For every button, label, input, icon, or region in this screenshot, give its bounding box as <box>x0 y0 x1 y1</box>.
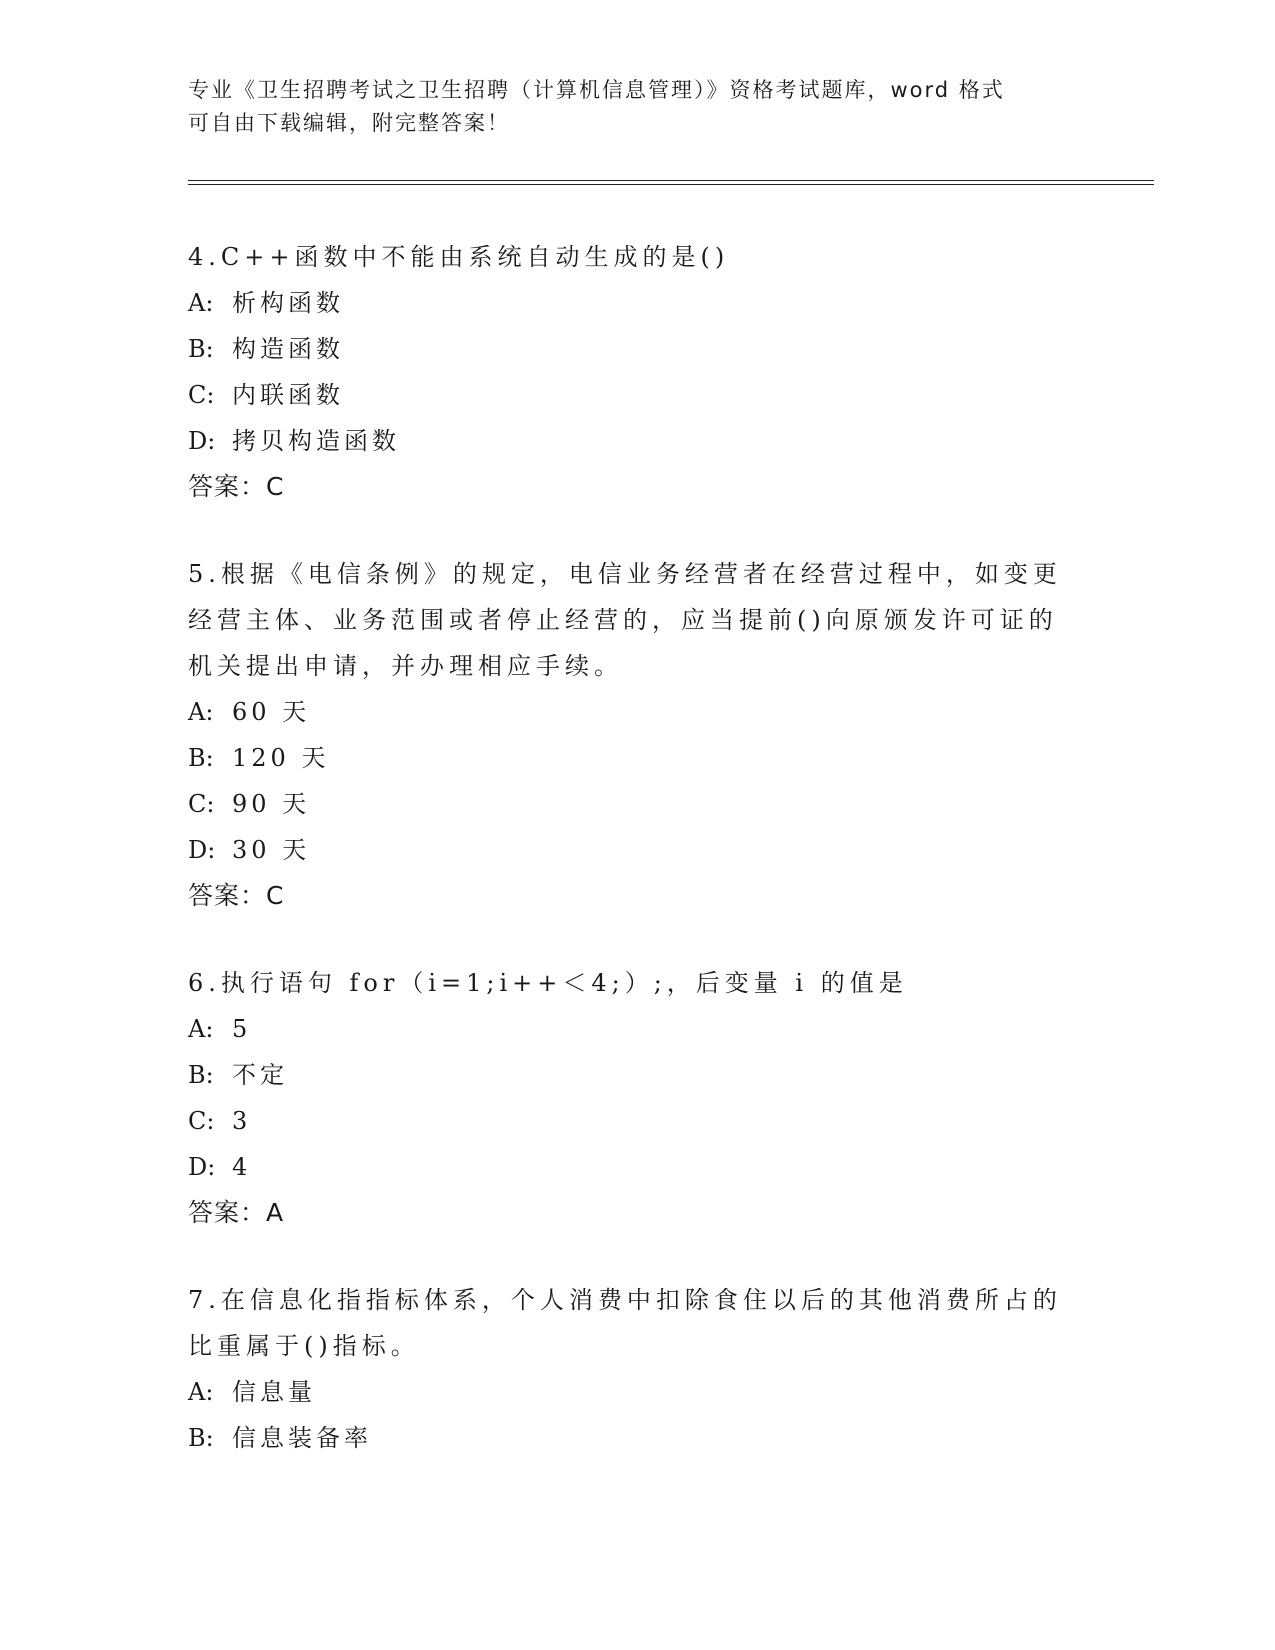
question-stem-line: 6.执行语句 for（i=1;i++＜4;）;，后变量 i 的值是 <box>188 969 908 997</box>
option-c <box>188 372 1088 418</box>
option-text: 信息量 <box>232 1378 316 1406</box>
option-key: D: <box>188 427 216 455</box>
question-stem-line: 比重属于()指标。 <box>188 1332 420 1360</box>
option-b <box>188 735 1088 781</box>
option-key: A: <box>188 1378 214 1406</box>
question-stem <box>188 960 1088 1006</box>
option-b <box>188 1052 1088 1098</box>
option-text: 60 天 <box>232 698 311 726</box>
answer: 答案：C <box>188 472 285 501</box>
option-d <box>188 827 1088 873</box>
option-c <box>188 781 1088 827</box>
option-key: D: <box>188 836 216 864</box>
option-b <box>188 1415 1088 1461</box>
question-stem-line: 5.根据《电信条例》的规定，电信业务经营者在经营过程中，如变更 <box>188 560 1062 588</box>
document-header <box>188 74 1068 140</box>
option-key: C: <box>188 790 215 818</box>
option-text: 4 <box>232 1153 252 1181</box>
question-6 <box>188 960 1088 1236</box>
question-4 <box>188 234 1088 510</box>
option-text: 90 天 <box>232 790 311 818</box>
option-key: B: <box>188 1061 214 1089</box>
option-text: 5 <box>232 1015 252 1043</box>
option-key: A: <box>188 289 214 317</box>
option-key: A: <box>188 698 214 726</box>
header-divider-bottom <box>188 184 1154 185</box>
option-text: 拷贝构造函数 <box>232 427 400 455</box>
option-text: 构造函数 <box>232 335 344 363</box>
question-stem <box>188 551 1088 689</box>
option-a <box>188 1369 1088 1415</box>
option-text: 析构函数 <box>232 289 344 317</box>
option-c <box>188 1098 1088 1144</box>
option-text: 不定 <box>232 1061 288 1089</box>
option-a <box>188 280 1088 326</box>
option-key: D: <box>188 1153 216 1181</box>
question-list <box>188 234 1088 1502</box>
option-text: 内联函数 <box>232 381 344 409</box>
option-text: 120 天 <box>232 744 330 772</box>
answer: 答案：C <box>188 881 285 910</box>
option-key: C: <box>188 381 215 409</box>
question-stem <box>188 234 1088 280</box>
header-line: 专业《卫生招聘考试之卫生招聘（计算机信息管理）》资格考试题库，word 格式 <box>188 78 1005 102</box>
question-7 <box>188 1277 1088 1461</box>
header-line: 可自由下载编辑，附完整答案！ <box>188 111 510 135</box>
option-key: B: <box>188 1424 214 1452</box>
option-a <box>188 689 1088 735</box>
option-text: 3 <box>232 1107 252 1135</box>
option-d <box>188 418 1088 464</box>
option-key: A: <box>188 1015 214 1043</box>
answer: 答案：A <box>188 1198 285 1227</box>
question-5 <box>188 551 1088 919</box>
header-divider-top <box>188 180 1154 181</box>
option-text: 30 天 <box>232 836 311 864</box>
option-key: B: <box>188 335 214 363</box>
option-a <box>188 1006 1088 1052</box>
question-stem <box>188 1277 1088 1369</box>
option-key: B: <box>188 744 214 772</box>
question-stem-line: 4.C++函数中不能由系统自动生成的是() <box>188 243 730 271</box>
option-d <box>188 1144 1088 1190</box>
option-key: C: <box>188 1107 215 1135</box>
question-stem-line: 经营主体、业务范围或者停止经营的，应当提前()向原颁发许可证的 <box>188 606 1058 634</box>
option-text: 信息装备率 <box>232 1424 372 1452</box>
option-b <box>188 326 1088 372</box>
question-stem-line: 7.在信息化指指标体系，个人消费中扣除食住以后的其他消费所占的 <box>188 1286 1062 1314</box>
question-stem-line: 机关提出申请，并办理相应手续。 <box>188 652 623 680</box>
